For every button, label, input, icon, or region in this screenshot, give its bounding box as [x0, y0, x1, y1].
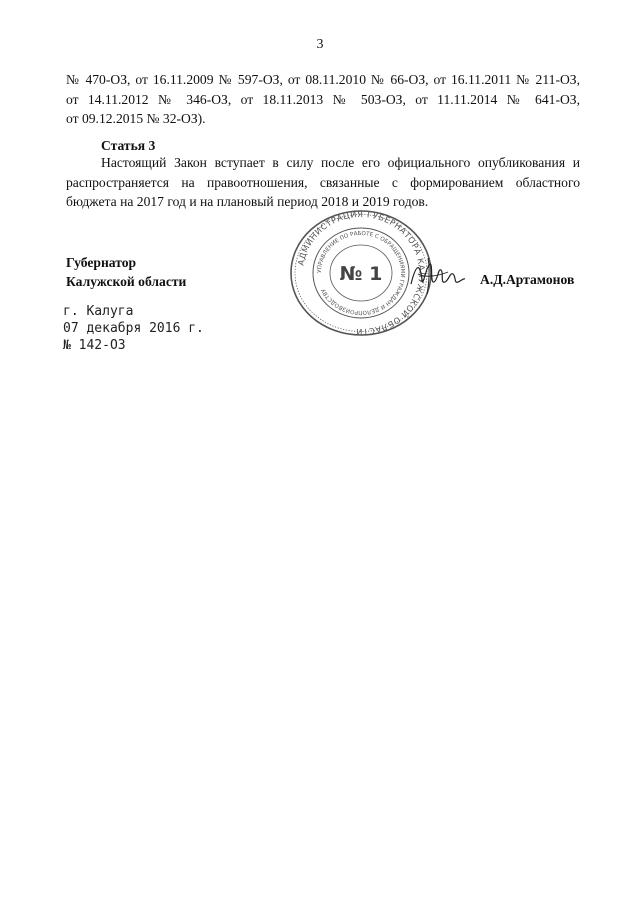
signatory-title-line: Калужской области	[66, 274, 187, 289]
signatory-title-line: Губернатор	[66, 255, 137, 270]
previous-paragraph	[66, 70, 580, 129]
seal-inner-text: УПРАВЛЕНИЕ ПО РАБОТЕ С ОБРАЩЕНИЯМИ ГРАЖДАН И ДЕЛОПРОИЗВОДСТВУ	[316, 230, 406, 316]
signatory-title	[66, 253, 186, 291]
law-number-line: № 142-ОЗ	[63, 338, 126, 353]
page-number: 3	[316, 37, 324, 52]
signatory-name: А.Д.Артамонов	[480, 272, 575, 287]
seal-outer-text: АДМИНИСТРАЦИЯ ГУБЕРНАТОРА КАЛУЖСКОЙ ОБЛАСТИ	[295, 208, 428, 338]
paragraph-line: распространяется на правоотношения, связанные с формированием областного	[66, 174, 580, 190]
date-line: 07 декабря 2016 г.	[63, 321, 204, 336]
article-heading: Статья 3	[101, 138, 156, 153]
handwritten-signature	[408, 254, 466, 298]
article-body	[66, 153, 580, 212]
paragraph-line: бюджета на 2017 год и на плановый период 2018 и 2019 годов.	[66, 194, 429, 209]
paragraph-line: № 470-ОЗ, от 16.11.2009 № 597-ОЗ, от 08.11.2010 № 66-ОЗ, от 16.11.2011 № 211-ОЗ,	[66, 72, 580, 87]
paragraph-line: Настоящий Закон вступает в силу после его официального опубликования и	[101, 155, 580, 170]
paragraph-line: от 14.11.2012 № 346-ОЗ, от 18.11.2013 № 503-ОЗ, от 11.11.2014 № 641-ОЗ,	[66, 91, 580, 107]
paragraph-line: от 09.12.2015 № 32-ОЗ).	[66, 111, 206, 126]
city-line: г. Калуга	[63, 304, 134, 319]
place-date-number	[63, 303, 204, 354]
seal-number: № 1	[339, 263, 383, 285]
